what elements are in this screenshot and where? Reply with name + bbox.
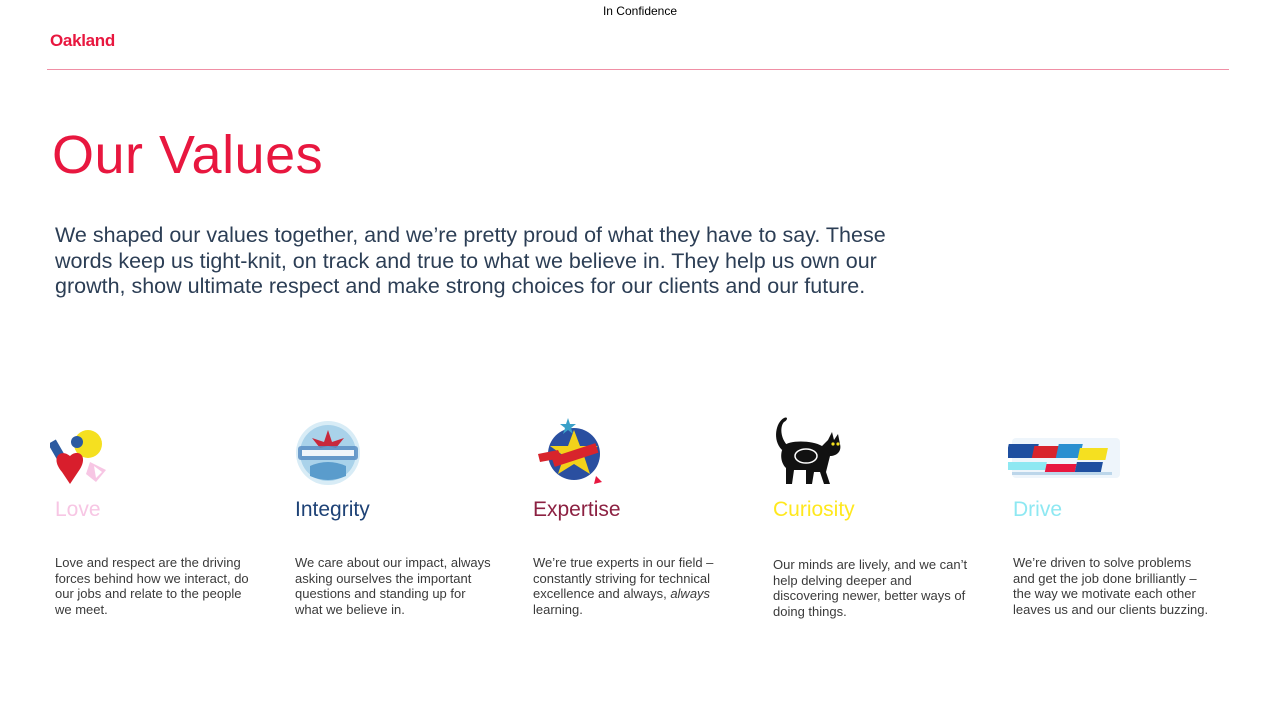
drive-icon — [1008, 410, 1128, 490]
oakland-logo[interactable]: Oakland — [50, 31, 115, 50]
value-description: Love and respect are the driving forces behind how we interact, do our jobs and relate to the people we meet. — [55, 555, 249, 617]
header-divider — [47, 69, 1229, 70]
value-description: Our minds are lively, and we can’t help delving deeper and discovering newer, better ways of doing things. — [773, 557, 968, 619]
value-description: We care about our impact, always asking ourselves the important questions and standing up for what we believe in. — [295, 555, 491, 617]
page-title: Our Values — [52, 125, 324, 185]
value-name: Curiosity — [773, 498, 855, 521]
value-name: Expertise — [533, 498, 621, 521]
integrity-icon — [290, 410, 410, 490]
love-icon — [50, 410, 170, 490]
description-emphasis: always — [670, 586, 711, 601]
value-name: Love — [55, 498, 101, 521]
intro-paragraph: We shaped our values together, and we’re pretty proud of what they have to say. These words keep us tight-knit, on track and true to what we believe in. They help us own our growth, show ultimate respect and make strong choices for our clients and our future. — [55, 223, 886, 298]
description-text: learning. — [533, 601, 583, 617]
value-name: Integrity — [295, 498, 370, 521]
classification-label: In Confidence — [602, 4, 678, 18]
description-text: We’re true experts in our field – constantly striving for technical excellence and always, — [533, 555, 714, 601]
value-description: We’re driven to solve problems and get the job done brilliantly – the way we motivate each other leaves us and our clients buzzing. — [1013, 555, 1209, 617]
expertise-icon — [528, 410, 648, 490]
value-description — [533, 555, 733, 617]
curiosity-icon — [768, 410, 888, 490]
value-name: Drive — [1013, 498, 1063, 521]
